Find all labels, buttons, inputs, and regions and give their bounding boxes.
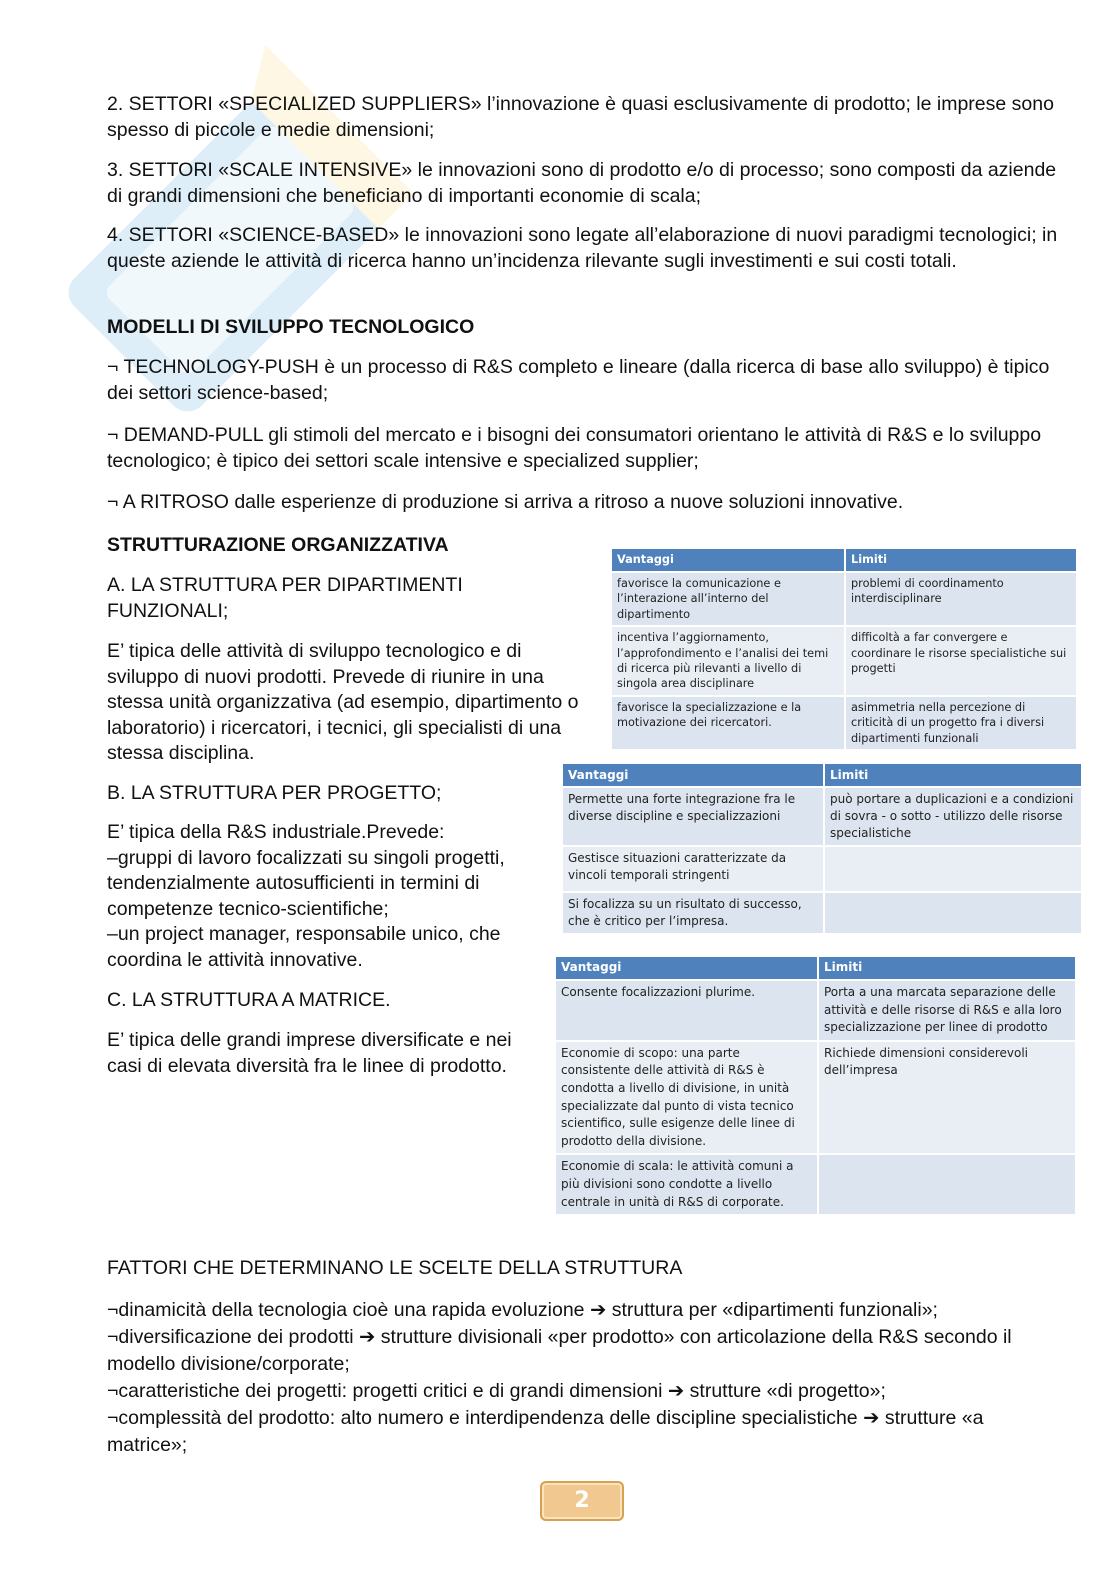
paragraph-science-based: 4. SETTORI «SCIENCE-BASED» le innovazioni sono legate all’elaborazione di nuovi paradigmi tecnologici; in queste aziende le attività di ricerca hanno un’incidenza rilevante sugli investimenti e sui costi totali. <box>107 224 1058 272</box>
paragraph-a-ritroso: ¬ A RITROSO dalle esperienze di produzione si arriva a ritroso a nuove soluzioni innovative. <box>107 491 904 513</box>
paragraph-specialized-suppliers: 2. SETTORI «SPECIALIZED SUPPLIERS» l’innovazione è quasi esclusivamente di prodotto; le imprese sono spesso di piccole e medie dimensioni; <box>107 93 1054 141</box>
paragraph-demand-pull: ¬ DEMAND-PULL gli stimoli del mercato e i bisogni dei consumatori orientano le attività di R&S e lo sviluppo tecnologico; è tipico dei settori scale intensive e specialized supplier; <box>107 424 1042 472</box>
table-cell: problemi di coordinamento interdisciplinare <box>845 572 1077 626</box>
table-cell: Gestisce situazioni caratterizzate da vincoli temporali stringenti <box>563 846 824 892</box>
table-header-vantaggi: Vantaggi <box>556 957 818 980</box>
table-cell: Porta a una marcata separazione delle attività e delle risorse di R&S e alla loro specializzazione per linee di prodotto <box>818 980 1076 1041</box>
table-header-limiti: Limiti <box>845 549 1077 572</box>
page-number: 2 <box>540 1481 624 1521</box>
paragraph-technology-push: ¬ TECHNOLOGY-PUSH è un processo di R&S completo e lineare (dalla ricerca di base allo sviluppo) è tipico dei settori science-based; <box>107 356 1050 404</box>
heading-modelli: MODELLI DI SVILUPPO TECNOLOGICO <box>107 316 475 338</box>
paragraph-scale-intensive: 3. SETTORI «SCALE INTENSIVE» le innovazioni sono di prodotto e/o di processo; sono composti da aziende di grandi dimensioni che beneficiano di importanti economie di scala; <box>107 159 1057 207</box>
progetto-line-3: –un project manager, responsabile unico, che coordina le attività innovative. <box>107 923 501 971</box>
table-cell: incentiva l’aggiornamento, l’approfondimento e l’analisi dei temi di ricerca più rilevanti a livello di singola area disciplinare <box>612 626 845 696</box>
table-dipartimenti <box>612 549 1078 749</box>
table-cell: Economie di scala: le attività comuni a più divisioni sono condotte a livello centrale in unità di R&S di corporate. <box>556 1154 818 1214</box>
list-item: ¬diversificazione dei prodotti ➔ strutture divisionali «per prodotto» con articolazione della R&S secondo il modello divisione/corporate; <box>107 1326 1012 1375</box>
table-cell <box>824 846 1082 892</box>
table-cell: asimmetria nella percezione di criticità di un progetto fra i diversi dipartimenti funzionali <box>845 696 1077 749</box>
table-cell <box>818 1154 1076 1214</box>
table-cell: difficoltà a far convergere e coordinare le risorse specialistiche sui progetti <box>845 626 1077 696</box>
table-header-vantaggi: Vantaggi <box>563 764 824 787</box>
table-cell: Richiede dimensioni considerevoli dell’impresa <box>818 1041 1076 1155</box>
progetto-line-1: E’ tipica della R&S industriale.Prevede: <box>107 821 445 843</box>
table-cell: Si focalizza su un risultato di successo, che è critico per l’impresa. <box>563 892 824 933</box>
table-cell: favorisce la specializzazione e la motivazione dei ricercatori. <box>612 696 845 749</box>
table-matrice <box>556 957 1077 1214</box>
table-header-limiti: Limiti <box>818 957 1076 980</box>
table-cell: Permette una forte integrazione fra le diverse discipline e specializzazioni <box>563 787 824 846</box>
table-cell: favorisce la comunicazione e l’interazione all’interno del dipartimento <box>612 572 845 626</box>
heading-strutturazione: STRUTTURAZIONE ORGANIZZATIVA <box>107 534 449 556</box>
paragraph-matrice-desc: E’ tipica delle grandi imprese diversificate e nei casi di elevata diversità fra le linee di prodotto. <box>107 1029 512 1077</box>
list-item: ¬caratteristiche dei progetti: progetti critici e di grandi dimensioni ➔ strutture «di progetto»; <box>107 1380 886 1402</box>
paragraph-struttura-progetto: B. LA STRUTTURA PER PROGETTO; <box>107 782 442 804</box>
list-item: ¬dinamicità della tecnologia cioè una rapida evoluzione ➔ struttura per «dipartimenti funzionali»; <box>107 1299 938 1321</box>
table-header-limiti: Limiti <box>824 764 1082 787</box>
paragraph-struttura-dipartimenti: A. LA STRUTTURA PER DIPARTIMENTI FUNZIONALI; <box>107 574 463 622</box>
heading-fattori: FATTORI CHE DETERMINANO LE SCELTE DELLA STRUTTURA <box>107 1257 683 1279</box>
table-progetto <box>563 764 1083 933</box>
table-cell: Consente focalizzazioni plurime. <box>556 980 818 1041</box>
fattori-list <box>107 1297 1062 1459</box>
table-header-vantaggi: Vantaggi <box>612 549 845 572</box>
paragraph-dipartimenti-desc: E’ tipica delle attività di sviluppo tecnologico e di sviluppo di nuovi prodotti. Prevede di riunire in una stessa unità organizzativa (ad esempio, dipartimento o laboratorio) i ricercatori, i tecnici, gli specialisti di una stessa disciplina. <box>107 640 579 764</box>
list-item: ¬complessità del prodotto: alto numero e interdipendenza delle discipline specialistiche ➔ strutture «a matrice»; <box>107 1407 984 1456</box>
table-cell: può portare a duplicazioni e a condizioni di sovra - o sotto - utilizzo delle risorse specialistiche <box>824 787 1082 846</box>
table-cell <box>824 892 1082 933</box>
progetto-line-2: –gruppi di lavoro focalizzati su singoli progetti, tendenzialmente autosufficienti in termini di competenze tecnico-scientifiche; <box>107 846 505 920</box>
paragraph-progetto-desc <box>107 820 537 973</box>
paragraph-struttura-matrice: C. LA STRUTTURA A MATRICE. <box>107 989 391 1011</box>
table-cell: Economie di scopo: una parte consistente delle attività di R&S è condotta a livello di divisione, in unità specializzate dal punto di vista tecnico scientifico, sulle esigenze delle linee di prodotto della divisione. <box>556 1041 818 1155</box>
